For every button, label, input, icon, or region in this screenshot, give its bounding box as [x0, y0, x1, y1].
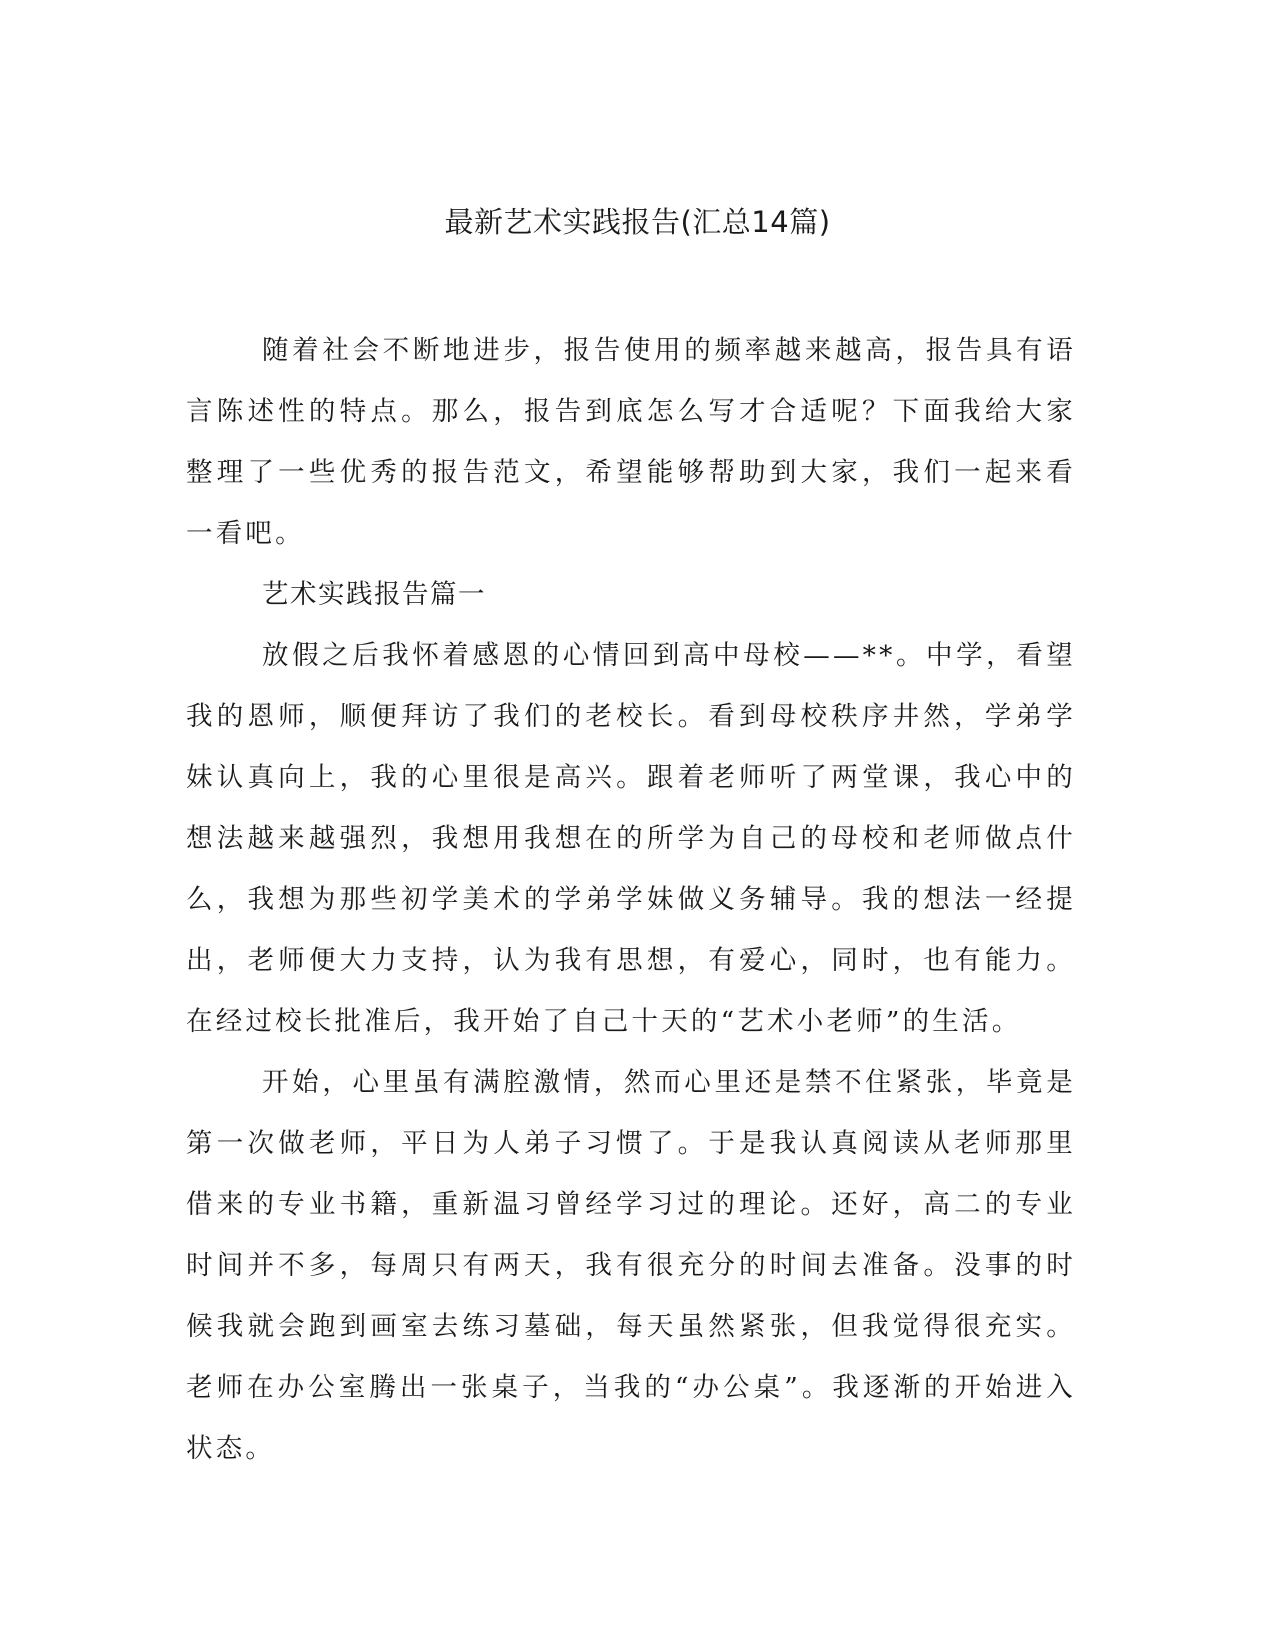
body-paragraph: 开始，心里虽有满腔激情，然而心里还是禁不住紧张，毕竟是第一次做老师，平日为人弟子习惯了。于是我认真阅读从老师那里借来的专业书籍，重新温习曾经学习过的理论。还好，高二的专业时间并不多，每周只有两天，我有很充分的时间去准备。没事的时候我就会跑到画室去练习墓础，每天虽然紧张，但我觉得很充实。老师在办公室腾出一张桌子，当我的“办公桌”。我逐渐的开始进入状态。 [186, 1067, 1076, 1464]
intro-paragraph: 随着社会不断地进步，报告使用的频率越来越高，报告具有语言陈述性的特点。那么，报告到底怎么写才合适呢？下面我给大家整理了一些优秀的报告范文，希望能够帮助到大家，我们一起来看一看吧。 [186, 335, 1076, 549]
document-title: 最新艺术实践报告(汇总14篇) [444, 205, 831, 239]
section-heading: 艺术实践报告篇一 [262, 579, 486, 610]
document-body [186, 320, 1076, 1479]
body-paragraph: 放假之后我怀着感恩的心情回到高中母校——**。中学，看望我的恩师，顺便拜访了我们的老校长。看到母校秩序井然，学弟学妹认真向上，我的心里很是高兴。跟着老师听了两堂课，我心中的想法越来越强烈，我想用我想在的所学为自己的母校和老师做点什么，我想为那些初学美术的学弟学妹做义务辅导。我的想法一经提出，老师便大力支持，认为我有思想，有爱心，同时，也有能力。在经过校长批准后，我开始了自己十天的“艺术小老师”的生活。 [186, 640, 1076, 1037]
